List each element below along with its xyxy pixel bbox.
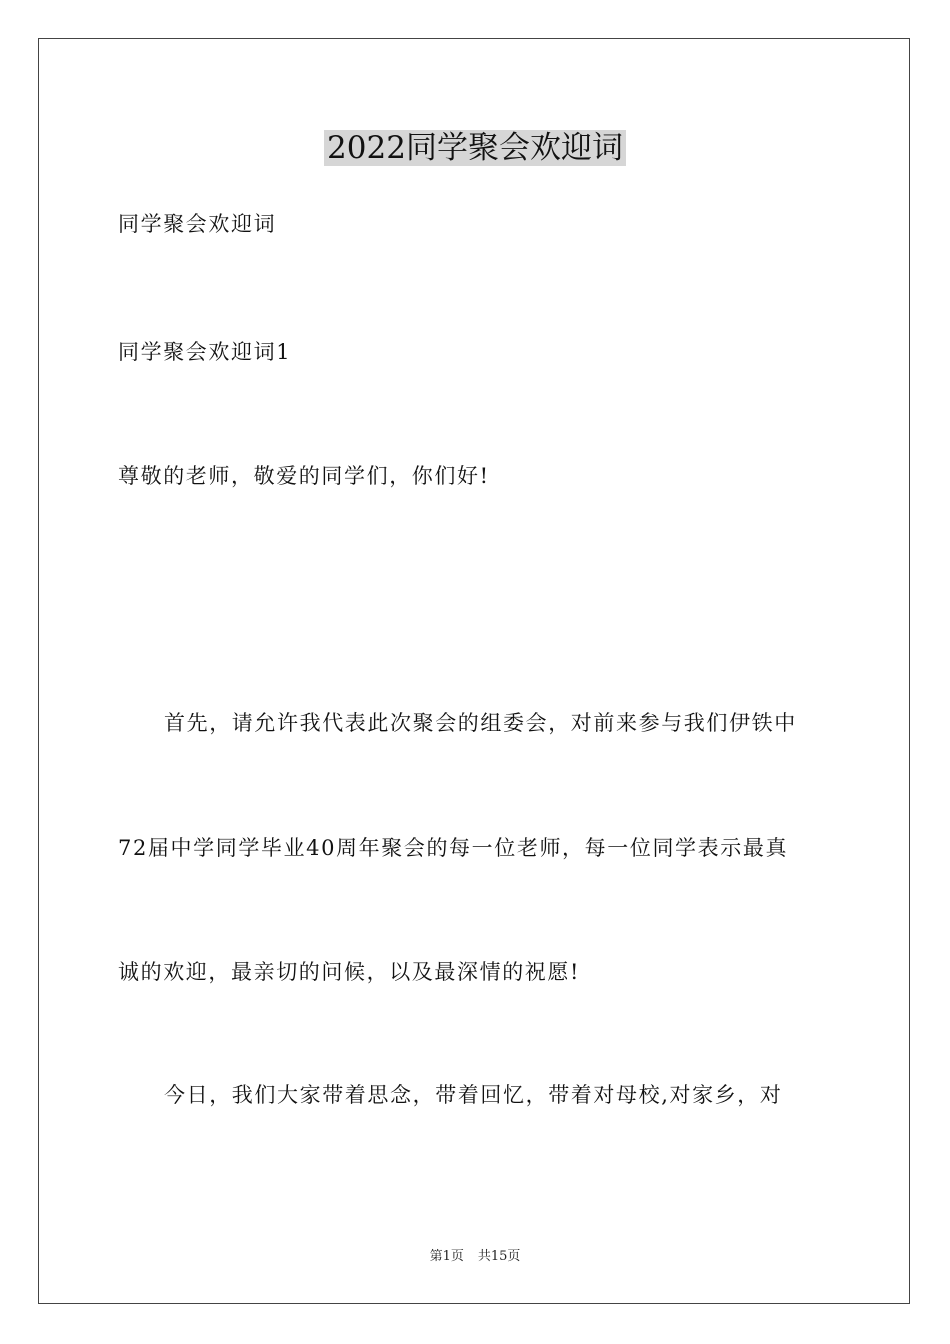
section-heading: 同学聚会欢迎词1 — [118, 340, 292, 364]
greeting-line: 尊敬的老师，敬爱的同学们，你们好! — [118, 464, 490, 488]
document-title-text: 2022同学聚会欢迎词 — [324, 130, 626, 166]
page-number-total: 共15页 — [477, 1249, 521, 1264]
page-number-current: 第1页 — [429, 1249, 464, 1264]
document-title — [0, 128, 950, 168]
paragraph-1-line-2: 72届中学同学毕业40周年聚会的每一位老师，每一位同学表示最真 — [118, 836, 789, 860]
paragraph-1-line-1: 首先，请允许我代表此次聚会的组委会，对前来参与我们伊铁中 — [164, 711, 797, 735]
document-subtitle: 同学聚会欢迎词 — [118, 212, 277, 236]
paragraph-2-line-1: 今日，我们大家带着思念，带着回忆，带着对母校,对家乡，对 — [164, 1083, 783, 1107]
page-footer — [0, 1248, 950, 1266]
paragraph-1-line-3: 诚的欢迎，最亲切的问候，以及最深情的祝愿! — [118, 960, 581, 984]
